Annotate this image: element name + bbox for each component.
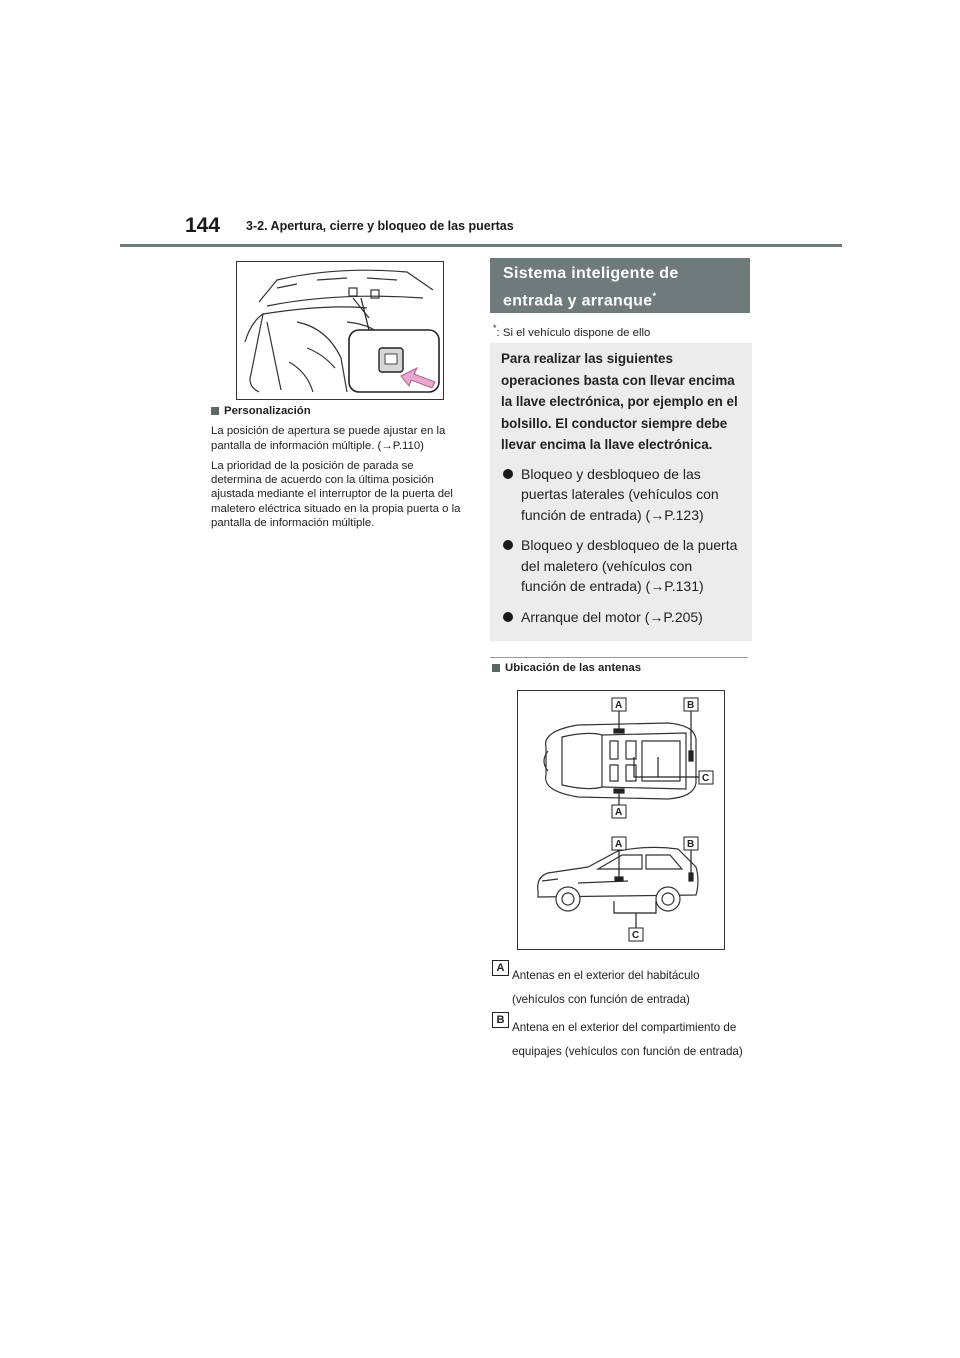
info-intro: Para realizar las siguientes operaciones basta con llevar encima la llave electrónica, por ejemplo en el bolsillo. El conductor siempre debe llevar encima la llave electrónica. xyxy=(501,351,738,453)
page-number: 144 xyxy=(185,214,221,237)
antenna-label-b: B xyxy=(687,700,695,711)
antenna-location-heading: Ubicación de las antenas xyxy=(492,662,641,674)
bullet-item: Bloqueo y desbloqueo de las puertas laterales (vehículos con función de entrada) (→P.123) xyxy=(501,464,741,526)
bullet-dot-icon xyxy=(503,612,513,622)
personalization-section xyxy=(211,404,467,536)
section-header: 3-2. Apertura, cierre y bloqueo de las puertas xyxy=(246,219,514,233)
antenna-label-c: C xyxy=(702,773,710,784)
footnote: *: Si el vehículo dispone de ello xyxy=(493,323,651,339)
footnote-asterisk: * xyxy=(493,323,497,333)
section-title-box xyxy=(490,258,750,313)
legend-tag-b: B xyxy=(492,1012,509,1028)
antenna-label-c: C xyxy=(632,930,640,941)
header-rule xyxy=(120,244,842,247)
legend-text-a: Antenas en el exterior del habitáculo (vehículos con función de entrada) xyxy=(512,969,700,1006)
title-asterisk: * xyxy=(652,291,657,301)
antenna-label-a: A xyxy=(615,700,623,711)
tailgate-switch-illustration xyxy=(236,261,444,400)
square-bullet-icon xyxy=(492,664,500,672)
paragraph-opening-position: La posición de apertura se puede ajustar en la pantalla de información múltiple. (→P.110) xyxy=(211,425,446,452)
bullet-dot-icon xyxy=(503,540,513,550)
personalization-heading: Personalización xyxy=(211,404,467,418)
antenna-location-diagram xyxy=(517,690,725,950)
section-title-line2: entrada y arranque* xyxy=(503,291,657,310)
legend-item-a xyxy=(492,960,748,1012)
bullet-item: Bloqueo y desbloqueo de la puerta del maletero (vehículos con función de entrada) (→P.131) xyxy=(501,535,741,597)
info-box xyxy=(490,343,752,641)
bullet-item: Arranque del motor (→P.205) xyxy=(501,607,741,628)
square-bullet-icon xyxy=(211,407,219,415)
antenna-label-a: A xyxy=(615,807,623,818)
legend-item-b xyxy=(492,1012,748,1064)
bullet-dot-icon xyxy=(503,469,513,479)
divider xyxy=(490,657,748,658)
legend-text-b: Antena en el exterior del compartimiento de equipajes (vehículos con función de entrada) xyxy=(512,1021,743,1058)
antenna-label-b: B xyxy=(687,839,695,850)
paragraph-stop-priority: La prioridad de la posición de parada se determina de acuerdo con la última posición ajustada mediante el interruptor de la puerta del maletero eléctrica situado en la propia puerta o la pantalla de información múltiple. xyxy=(211,459,461,530)
antenna-label-a: A xyxy=(615,839,623,850)
legend-tag-a: A xyxy=(492,960,509,976)
section-title-line1: Sistema inteligente de xyxy=(503,265,679,282)
